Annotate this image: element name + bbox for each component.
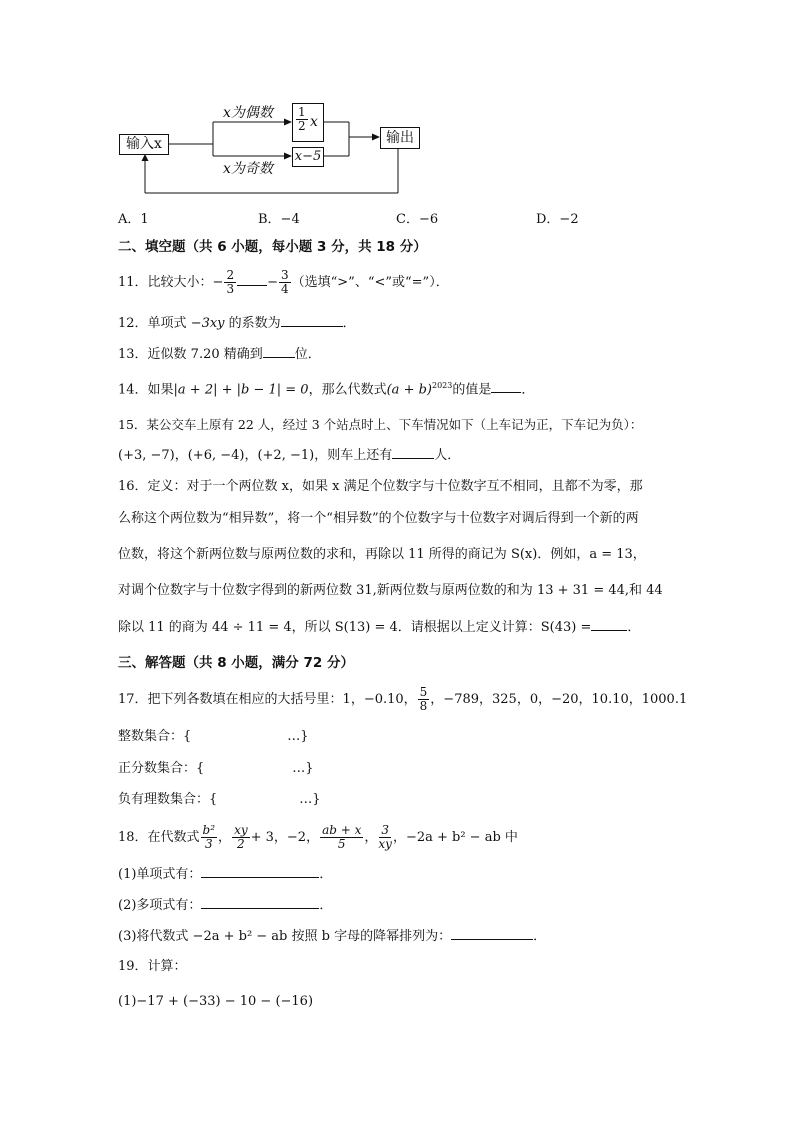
q14-exponent: 2023 — [431, 381, 453, 390]
q18-part-1-blank — [201, 864, 319, 878]
q12-answer-blank — [281, 313, 343, 327]
option-b: B．−4 — [258, 212, 300, 227]
minus-five-label: x−5 — [294, 149, 322, 164]
q11-neg-1: − — [212, 275, 224, 290]
q13-answer-blank — [263, 344, 295, 358]
q18-part-2: (2)多项式有： ． — [118, 895, 332, 915]
q18-part-2-blank — [201, 895, 319, 909]
q12-monomial: −3xy — [190, 316, 225, 331]
q11-answer-blank — [237, 272, 267, 286]
even-branch-label: x为偶数 — [223, 105, 273, 121]
q14-answer-blank — [491, 379, 521, 393]
question-15-line-2: (+3, −7)，(+6, −4)，(+2, −1)，则车上还有 人． — [118, 445, 460, 465]
q11-neg-2: − — [267, 275, 278, 290]
half-denominator: 2 — [298, 119, 306, 133]
question-15-line-1: 15．某公交车上原有 22 人，经过 3 个站点时上、下车情况如下（上车记为正，下车记为负）： — [118, 417, 643, 432]
question-12: 12．单项式 −3xy 的系数为 ． — [118, 313, 356, 333]
q14-equation: |a + 2| + |b − 1| = 0 — [173, 382, 309, 398]
section-2-heading: 二、填空题（共 6 小题，每小题 3 分，共 18 分） — [118, 239, 427, 255]
question-14: 14．如果|a + 2| + |b − 1| = 0，那么代数式$(a + b)^{2023}$的值是 ． — [118, 381, 535, 398]
q14-base: (a + b) — [386, 382, 432, 398]
question-19-title: 19．计算： — [118, 959, 187, 974]
output-box — [380, 127, 420, 149]
input-box — [119, 134, 169, 155]
q11-fraction-1: $\frac{2}{3}$ — [226, 268, 235, 296]
question-16-line-4: 对调个位数字与十位数字得到的新两位数 31,新两位数与原两位数的和为 13 + 31 = 44,和 44 — [118, 583, 663, 598]
question-11 — [118, 269, 449, 296]
odd-branch-label: x为奇数 — [223, 161, 273, 177]
question-16-line-1: 16．定义：对于一个两位数 x，如果 x 满足个位数字与十位数字互不相同，且都不为零，那 — [118, 479, 643, 494]
question-16-line-2: 么称这个两位数为“相异数”，将一个“相异数”的个位数字与十位数字对调后得到一个新的两 — [118, 511, 639, 526]
option-a: A．1 — [118, 212, 149, 227]
question-16-line-3: 位数，将这个新两位数与原两位数的求和，再除以 11 所得的商记为 S(x)．例如，a = 13， — [118, 547, 646, 562]
flowchart-diagram — [0, 0, 794, 200]
question-18: 18．在代数式 $\frac{\text{b²}}{3}$ ， $\frac{xy}{2}$ + 3，−2， $\frac{ab + x}{5}$ ， $\frac{3}{xy}$ ，−2a + b² − ab 中 — [118, 823, 518, 851]
q17-integer-set: 整数集合：{ …} — [118, 729, 309, 744]
question-16-line-5: 除以 11 的商为 44 ÷ 11 = 4，所以 S(13) = 4．请根据以上定义计算：S(43) = ． — [118, 617, 640, 637]
q11-suffix: （选填“>”、“<”或“=”）． — [291, 275, 449, 290]
q11-prefix: 11．比较大小： — [118, 275, 213, 290]
minus-five-box — [292, 147, 324, 167]
half-variable: x — [310, 114, 318, 130]
q18-expr-1: $\frac{\text{b²}}{3}$ — [202, 823, 216, 851]
option-d: D．−2 — [536, 212, 579, 227]
half-x-box — [292, 103, 324, 142]
input-label: 输入x — [126, 136, 162, 152]
q11-fraction-2: $\frac{3}{4}$ — [281, 268, 289, 296]
output-label: 输出 — [386, 130, 414, 146]
q15-answer-blank — [392, 445, 434, 459]
q16-answer-blank — [591, 617, 627, 631]
q17-positive-fraction-set: 正分数集合：{ …} — [118, 761, 314, 776]
q17-negative-rational-set: 负有理数集合：{ …} — [118, 792, 321, 807]
q18-part-3: (3)将代数式 −2a + b² − ab 按照 b 字母的降幂排列为： ． — [118, 926, 546, 946]
q17-fraction: $\frac{5}{8}$ — [419, 685, 428, 713]
question-13: 13．近似数 7.20 精确到 位． — [118, 344, 321, 364]
section-3-heading: 三、解答题（共 8 小题，满分 72 分） — [118, 655, 354, 671]
q18-part-1: (1)单项式有： ． — [118, 864, 332, 884]
half-numerator: 1 — [298, 105, 306, 119]
option-c: C．−6 — [396, 212, 439, 227]
question-19-part-1: (1)−17 + (−33) − 10 − (−16) — [118, 994, 314, 1009]
q18-expr-2: $\frac{xy}{2}$ — [234, 823, 248, 851]
question-17: 17．把下列各数填在相应的大括号里：1，−0.10， $\frac{5}{8}$ ，−789，325，0，−20，10.10，1000.1 — [118, 685, 688, 713]
q18-expr-3: $\frac{ab + x}{5}$ — [322, 823, 362, 851]
q18-part-3-blank — [451, 926, 533, 940]
q18-expr-4: $\frac{3}{xy}$ — [378, 823, 392, 851]
